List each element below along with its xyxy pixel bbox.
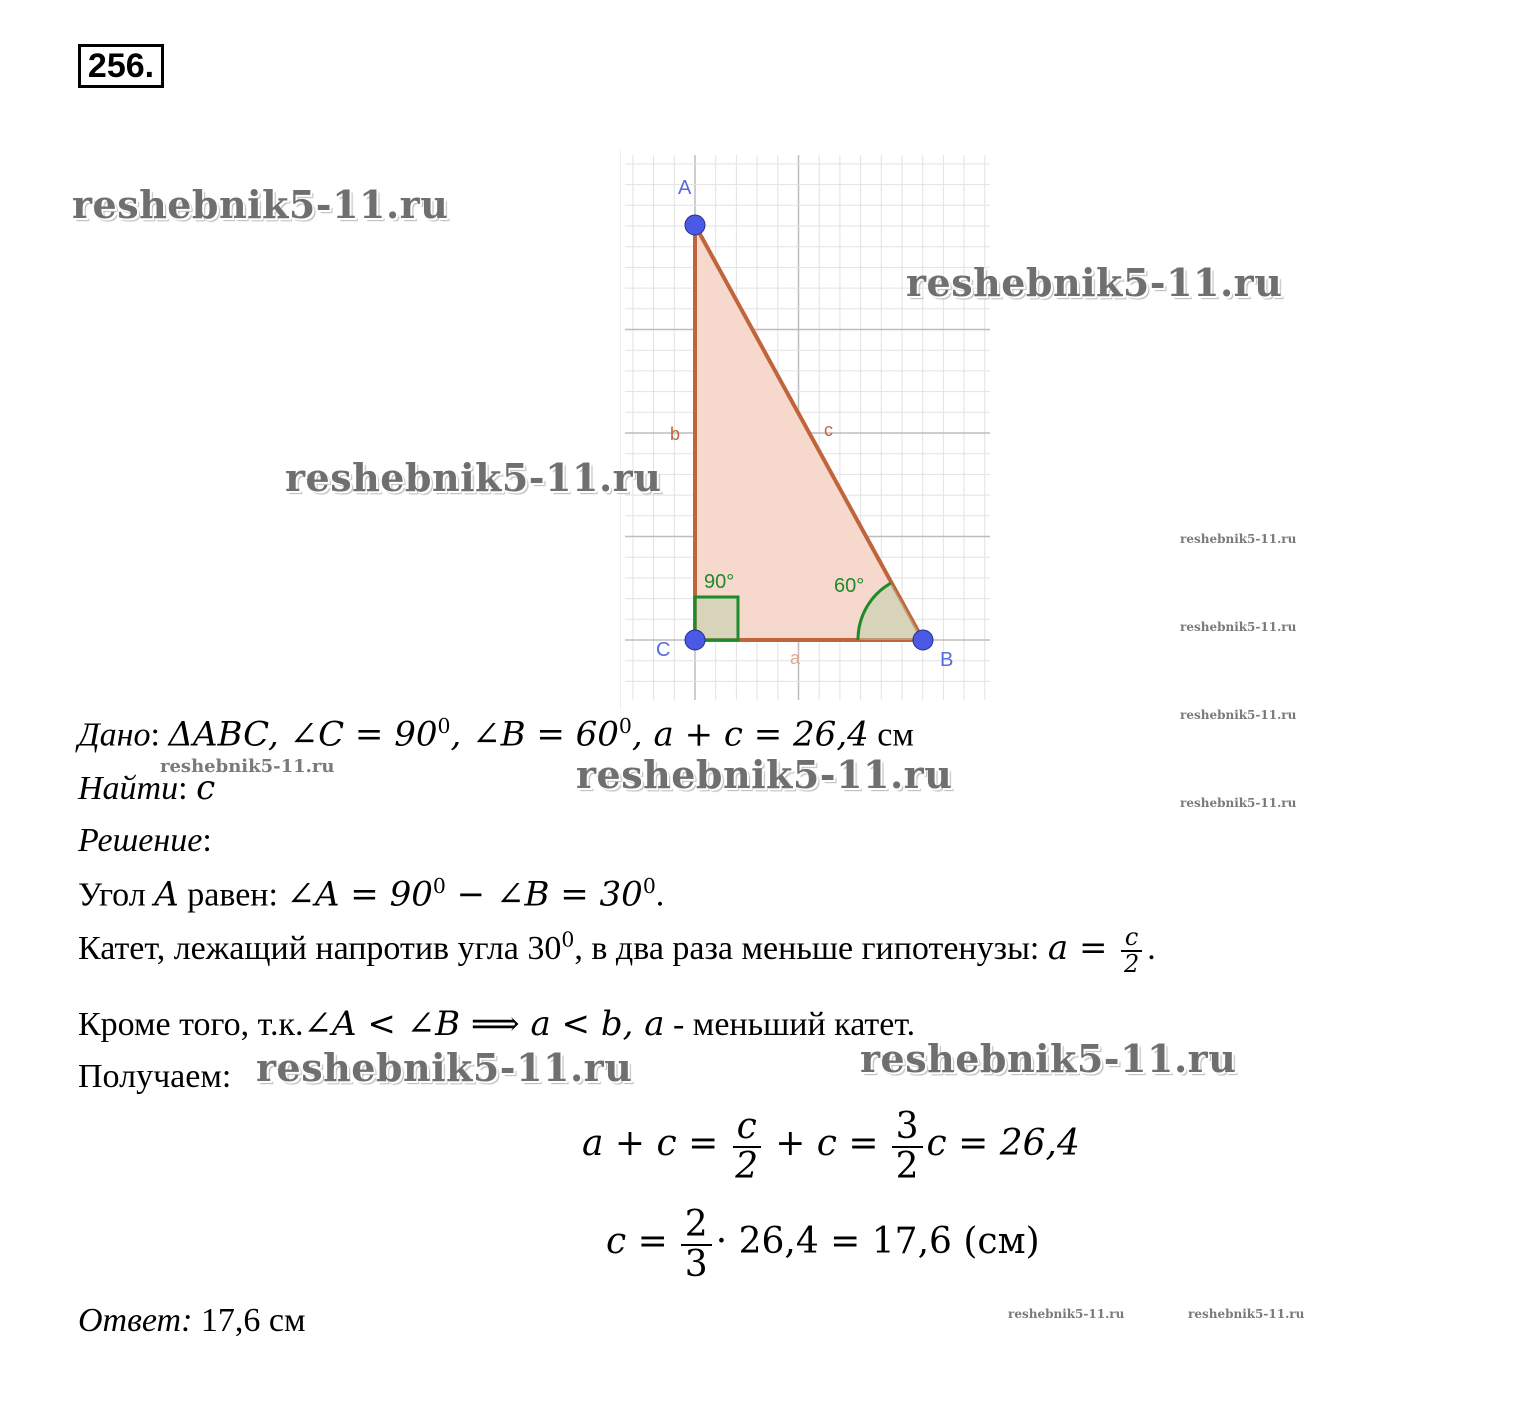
equation-2: c = $\frac{2}{3}$ · 26,4 = 17,6 (см) (606, 1204, 1040, 1285)
we-get-line: Получаем: (78, 1058, 232, 1095)
vertex-c (685, 630, 705, 650)
label-angle-90: 90° (704, 571, 735, 593)
label-a: A (678, 177, 692, 199)
watermark: reshebnik5-11.ru (160, 756, 335, 777)
watermark-small: reshebnik5-11.ru (1180, 620, 1297, 634)
equation-1: a + c = $\frac{c}{2}$ + c = $\frac{3}{2}$ c = 26,4 (582, 1106, 1080, 1187)
besides-line: Кроме того, т.к.∠A < ∠B ⟹ a < b, a - меньший катет. (78, 1004, 916, 1044)
given-line: Дано: ΔABC, ∠C = $90^0$, ∠B = $60^0$, a + c = 26,4 см (78, 714, 914, 755)
answer-line: Ответ: 17,6 см (78, 1302, 306, 1339)
watermark: reshebnik5-11.ru (576, 752, 953, 797)
find-line: Найти: c (78, 768, 216, 808)
label-c: C (656, 639, 671, 661)
watermark: reshebnik5-11.ru (906, 260, 1283, 305)
triangle-figure (620, 150, 1000, 710)
watermark: reshebnik5-11.ru (860, 1036, 1237, 1081)
label-side-b: b (670, 424, 681, 444)
watermark-small: reshebnik5-11.ru (1180, 796, 1297, 810)
solution-label: Решение: (78, 822, 212, 859)
watermark-small: reshebnik5-11.ru (1180, 532, 1297, 546)
label-side-c: c (824, 420, 833, 440)
vertex-b (913, 630, 933, 650)
angle-line: Угол A равен: ∠A = $90^0$ − ∠B = $30^0$. (78, 874, 665, 915)
watermark-small: reshebnik5-11.ru (1188, 1307, 1305, 1321)
watermark-small: reshebnik5-11.ru (1180, 708, 1297, 722)
label-angle-60: 60° (834, 575, 865, 597)
label-side-a: a (790, 648, 801, 668)
problem-number: 256. (78, 44, 164, 88)
watermark: reshebnik5-11.ru (256, 1045, 633, 1090)
cathetus-line: Катет, лежащий напротив угла $30^0$, в два раза меньше гипотенузы: a = $\frac{c}{2}$ . (78, 923, 1156, 979)
watermark-small: reshebnik5-11.ru (1008, 1307, 1125, 1321)
watermark: reshebnik5-11.ru (72, 182, 449, 227)
label-b: B (940, 649, 954, 671)
vertex-a (685, 215, 705, 235)
watermark: reshebnik5-11.ru (285, 455, 662, 500)
